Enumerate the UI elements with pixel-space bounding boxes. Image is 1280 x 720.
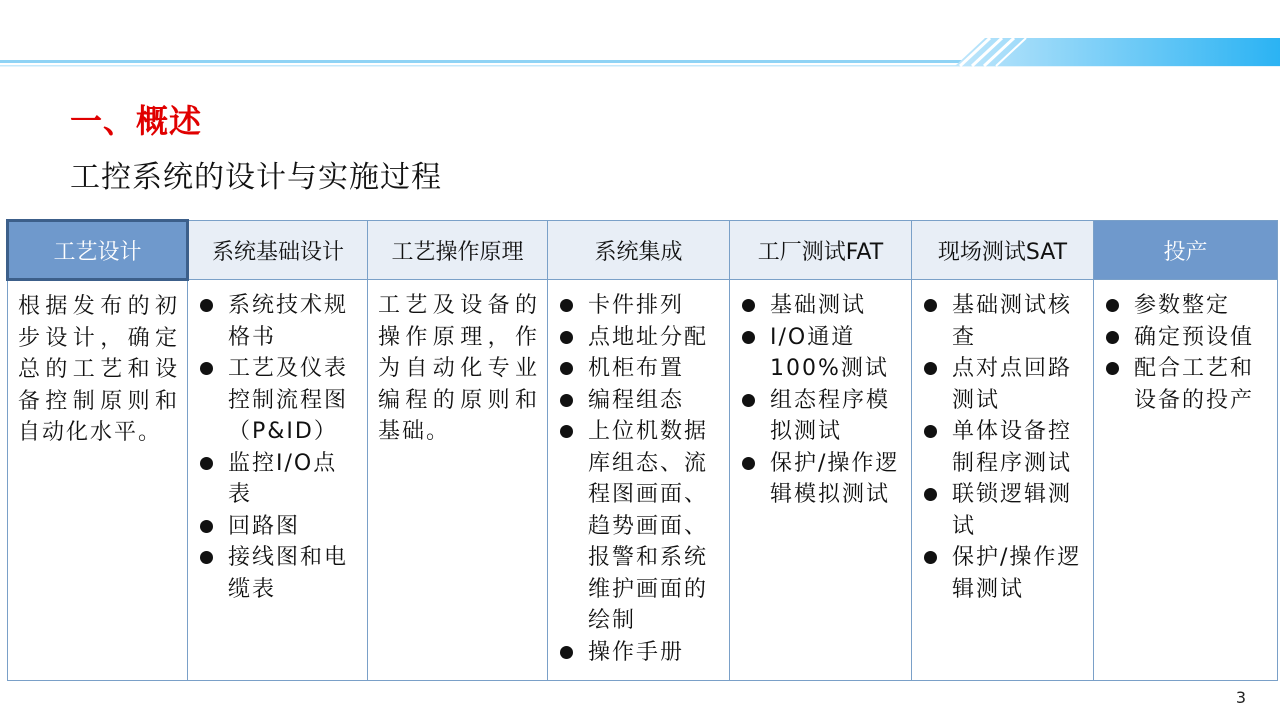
factory-test-list bbox=[740, 290, 903, 511]
table-header-row bbox=[8, 221, 1278, 280]
list-item: 监控I/O点表 bbox=[198, 448, 359, 511]
header-process-design: 工艺设计 bbox=[8, 221, 188, 280]
header-system-basic-design: 系统基础设计 bbox=[188, 221, 368, 280]
system-integration-list bbox=[558, 290, 721, 668]
cell-process-design bbox=[8, 280, 188, 681]
list-item: 点对点回路测试 bbox=[922, 353, 1085, 416]
list-item: I/O通道100%测试 bbox=[740, 322, 903, 385]
list-item: 点地址分配 bbox=[558, 322, 721, 354]
header-site-test: 现场测试SAT bbox=[912, 221, 1094, 280]
list-item: 接线图和电缆表 bbox=[198, 542, 359, 605]
cell-operation-principle bbox=[368, 280, 548, 681]
list-item: 保护/操作逻辑测试 bbox=[922, 542, 1085, 605]
list-item: 配合工艺和设备的投产 bbox=[1104, 353, 1269, 416]
cell-commissioning bbox=[1094, 280, 1278, 681]
site-test-list bbox=[922, 290, 1085, 605]
header-operation-principle: 工艺操作原理 bbox=[368, 221, 548, 280]
list-item: 参数整定 bbox=[1104, 290, 1269, 322]
list-item: 联锁逻辑测试 bbox=[922, 479, 1085, 542]
list-item: 编程组态 bbox=[558, 385, 721, 417]
system-basic-design-list bbox=[198, 290, 359, 605]
list-item: 系统技术规格书 bbox=[198, 290, 359, 353]
page-number: 3 bbox=[1235, 688, 1246, 707]
list-item: 卡件排列 bbox=[558, 290, 721, 322]
list-item: 工艺及仪表控制流程图（P&ID） bbox=[198, 353, 359, 448]
list-item: 基础测试核查 bbox=[922, 290, 1085, 353]
commissioning-list bbox=[1104, 290, 1269, 416]
header-decoration bbox=[0, 0, 1280, 80]
list-item: 上位机数据库组态、流程图画面、趋势画面、报警和系统维护画面的绘制 bbox=[558, 416, 721, 637]
list-item: 单体设备控制程序测试 bbox=[922, 416, 1085, 479]
header-commissioning: 投产 bbox=[1094, 221, 1278, 280]
list-item: 组态程序模拟测试 bbox=[740, 385, 903, 448]
list-item: 操作手册 bbox=[558, 637, 721, 669]
table-row bbox=[8, 280, 1278, 681]
cell-factory-test bbox=[730, 280, 912, 681]
list-item: 回路图 bbox=[198, 511, 359, 543]
list-item: 基础测试 bbox=[740, 290, 903, 322]
operation-principle-text: 工艺及设备的操作原理，作为自动化专业编程的原则和基础。 bbox=[378, 293, 539, 444]
cell-system-integration bbox=[548, 280, 730, 681]
list-item: 确定预设值 bbox=[1104, 322, 1269, 354]
section-title: 一、概述 bbox=[70, 102, 203, 140]
header-factory-test: 工厂测试FAT bbox=[730, 221, 912, 280]
process-design-text: 根据发布的初步设计，确定总的工艺和设备控制原则和自动化水平。 bbox=[18, 294, 179, 445]
process-table bbox=[6, 219, 1278, 681]
cell-system-basic-design bbox=[188, 280, 368, 681]
list-item: 机柜布置 bbox=[558, 353, 721, 385]
slide-subtitle: 工控系统的设计与实施过程 bbox=[70, 160, 442, 195]
header-system-integration: 系统集成 bbox=[548, 221, 730, 280]
cell-site-test bbox=[912, 280, 1094, 681]
list-item: 保护/操作逻辑模拟测试 bbox=[740, 448, 903, 511]
